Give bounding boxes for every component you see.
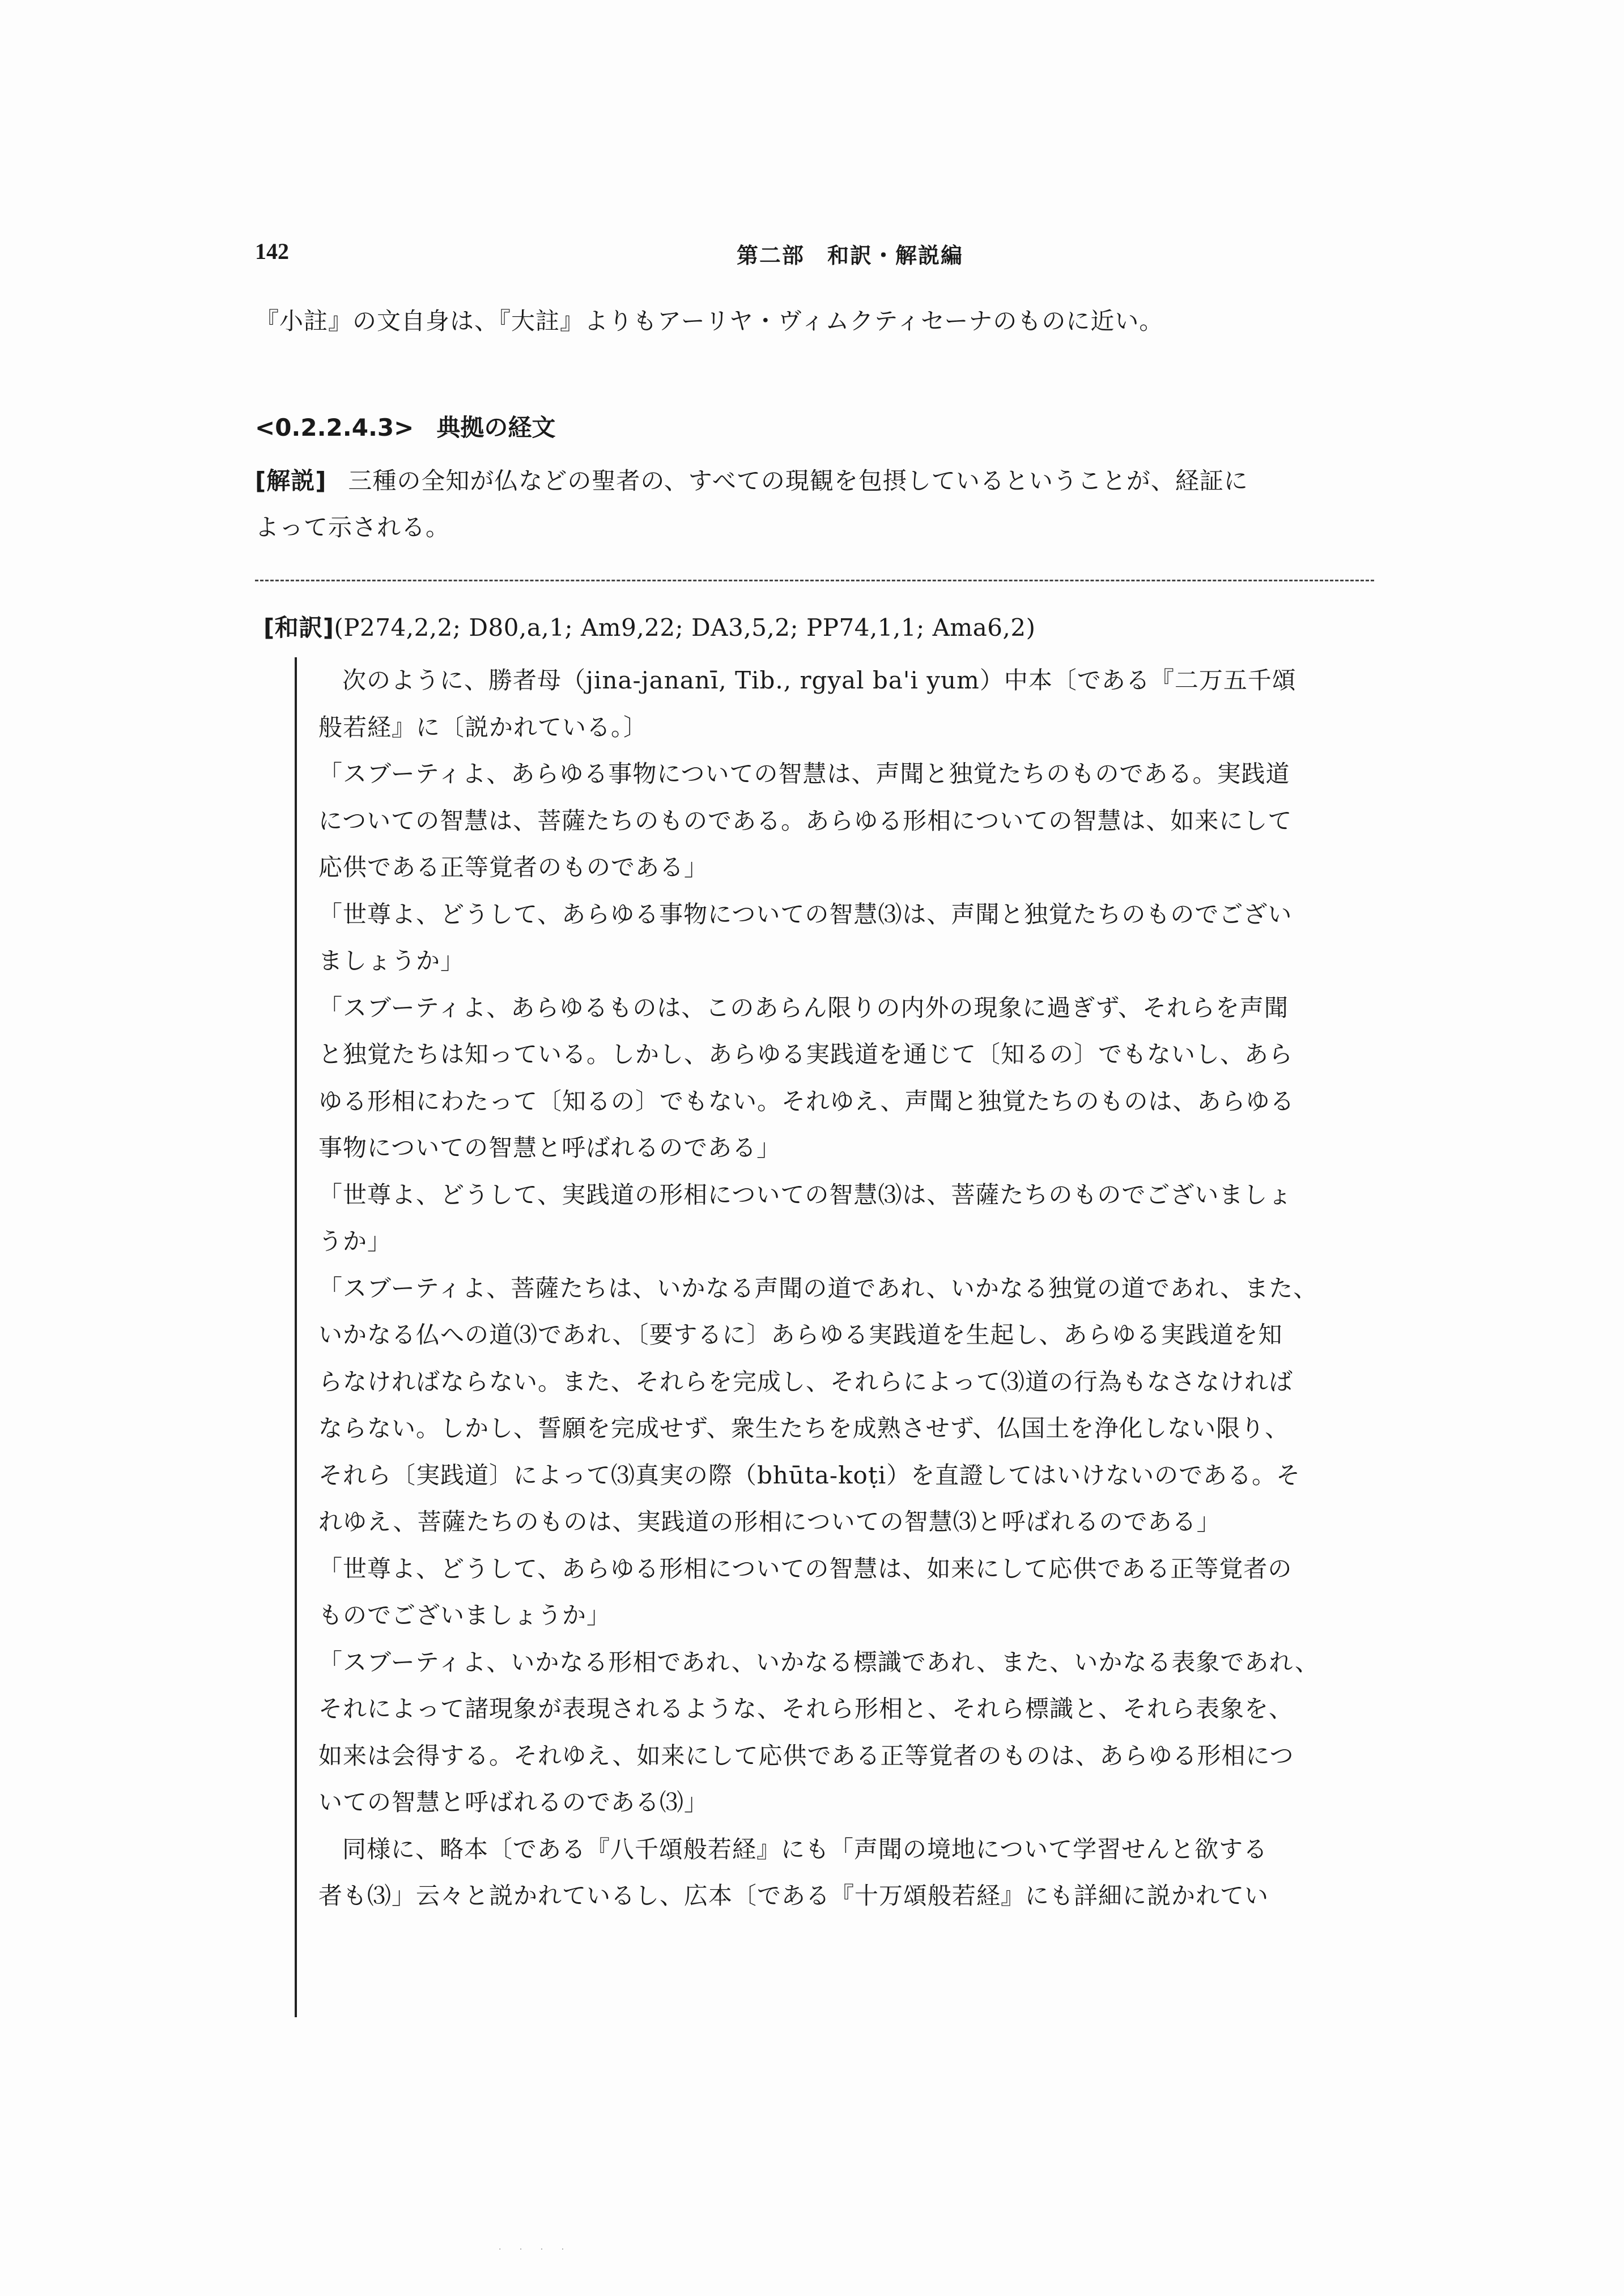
translation-line: 応供である正等覚者のものである」: [318, 853, 709, 881]
translation-line: 「スブーティよ、あらゆる事物についての智慧は、声聞と独覚たちのものである。実践道: [318, 760, 1290, 788]
translation-line: と独覚たちは知っている。しかし、あらゆる実践道を通じて〔知るの〕でもないし、あら: [318, 1040, 1294, 1068]
translation-line: れゆえ、菩薩たちのものは、実践道の形相についての智慧⑶と呼ばれるのである」: [318, 1508, 1221, 1536]
translation-line: それによって諸現象が表現されるような、それら形相と、それら標識と、それら表象を、: [318, 1695, 1294, 1723]
translation-line: 「世尊よ、どうして、あらゆる事物についての智慧⑶は、声聞と独覚たちのものでござい: [318, 900, 1293, 928]
translation-line: それら〔実践道〕によって⑶真実の際（bhūta-koṭi）を直證してはいけないのである。そ: [318, 1461, 1301, 1489]
translation-refs: (P274,2,2; D80,a,1; Am9,22; DA3,5,2; PP74,1,1; Ama6,2): [334, 614, 1036, 641]
page-header: [255, 238, 1371, 272]
translation-line: 如来は会得する。それゆえ、如来にして応供である正等覚者のものは、あらゆる形相につ: [318, 1741, 1294, 1770]
translation-line: 「世尊よ、どうして、実践道の形相についての智慧⑶は、菩薩たちのものでございましょ: [318, 1180, 1293, 1209]
translation-line: 事物についての智慧と呼ばれるのである」: [318, 1134, 781, 1162]
section-number: <0.2.2.4.3>: [255, 414, 414, 441]
translation-line: ゆる形相にわたって〔知るの〕でもない。それゆえ、声聞と独覚たちのものは、あらゆる: [318, 1087, 1295, 1115]
translation-heading: [263, 611, 1368, 645]
explanation-label: [解説]: [255, 467, 327, 495]
translation-line: らなければならない。また、それらを完成し、それらによって⑶道の行為もなさなければ: [318, 1367, 1294, 1396]
translation-line: 「スブーティよ、いかなる形相であれ、いかなる標識であれ、また、いかなる表象であれ、: [318, 1648, 1319, 1676]
scan-dots: · · · ·: [499, 2245, 572, 2254]
translation-line: いての智慧と呼ばれるのである⑶」: [318, 1788, 709, 1816]
translation-line: 「世尊よ、どうして、あらゆる形相についての智慧は、如来にして応供である正等覚者の: [318, 1554, 1293, 1583]
intro-sentence: 『小註』の文自身は、『大註』よりもアーリヤ・ヴィムクティセーナのものに近い。: [255, 307, 1164, 335]
translation-line: 次のように、勝者母（jina-jananī, Tib., rgyal ba'i yum）中本〔である『二万五千頌: [342, 666, 1296, 694]
translation-body: [295, 657, 1371, 2017]
running-head: 第二部 和訳・解説編: [736, 243, 963, 268]
section-title: 典拠の経文: [436, 414, 556, 441]
translation-line: 同様に、略本〔である『八千頌般若経』にも「声聞の境地について学習せんと欲する: [342, 1835, 1268, 1863]
translation-line: 般若経』に〔説かれている。〕: [318, 713, 648, 741]
translation-line: ましょうか」: [318, 947, 465, 975]
explanation-block: [255, 458, 1371, 551]
translation-line: 者も⑶」云々と説かれているし、広本〔である『十万頌般若経』にも詳細に説かれてい: [318, 1882, 1269, 1910]
explanation-text-1: 三種の全知が仏などの聖者の、すべての現観を包摂しているということが、経証に: [348, 467, 1248, 495]
dashed-divider: [255, 580, 1374, 581]
translation-line: いかなる仏への道⑶であれ、〔要するに〕あらゆる実践道を生起し、あらゆる実践道を知: [318, 1321, 1283, 1349]
translation-line: ものでございましょうか」: [318, 1601, 611, 1629]
translation-line: についての智慧は、菩薩たちのものである。あらゆる形相についての智慧は、如来にして: [318, 806, 1293, 835]
explanation-line-1: [255, 458, 1371, 504]
translation-line: うか」: [318, 1227, 392, 1255]
translation-line: ならない。しかし、誓願を完成せず、衆生たちを成熟させず、仏国土を浄化しない限り、: [318, 1414, 1290, 1442]
explanation-line-2: よって示される。: [255, 513, 450, 541]
page-number: 142: [255, 239, 289, 264]
translation-line: 「スブーティよ、菩薩たちは、いかなる声聞の道であれ、いかなる独覚の道であれ、また、: [318, 1274, 1318, 1302]
translation-label: [和訳]: [263, 614, 334, 641]
section-heading: [255, 411, 1371, 445]
translation-line: 「スブーティよ、あらゆるものは、このあらん限りの内外の現象に過ぎず、それらを声聞: [318, 993, 1289, 1022]
